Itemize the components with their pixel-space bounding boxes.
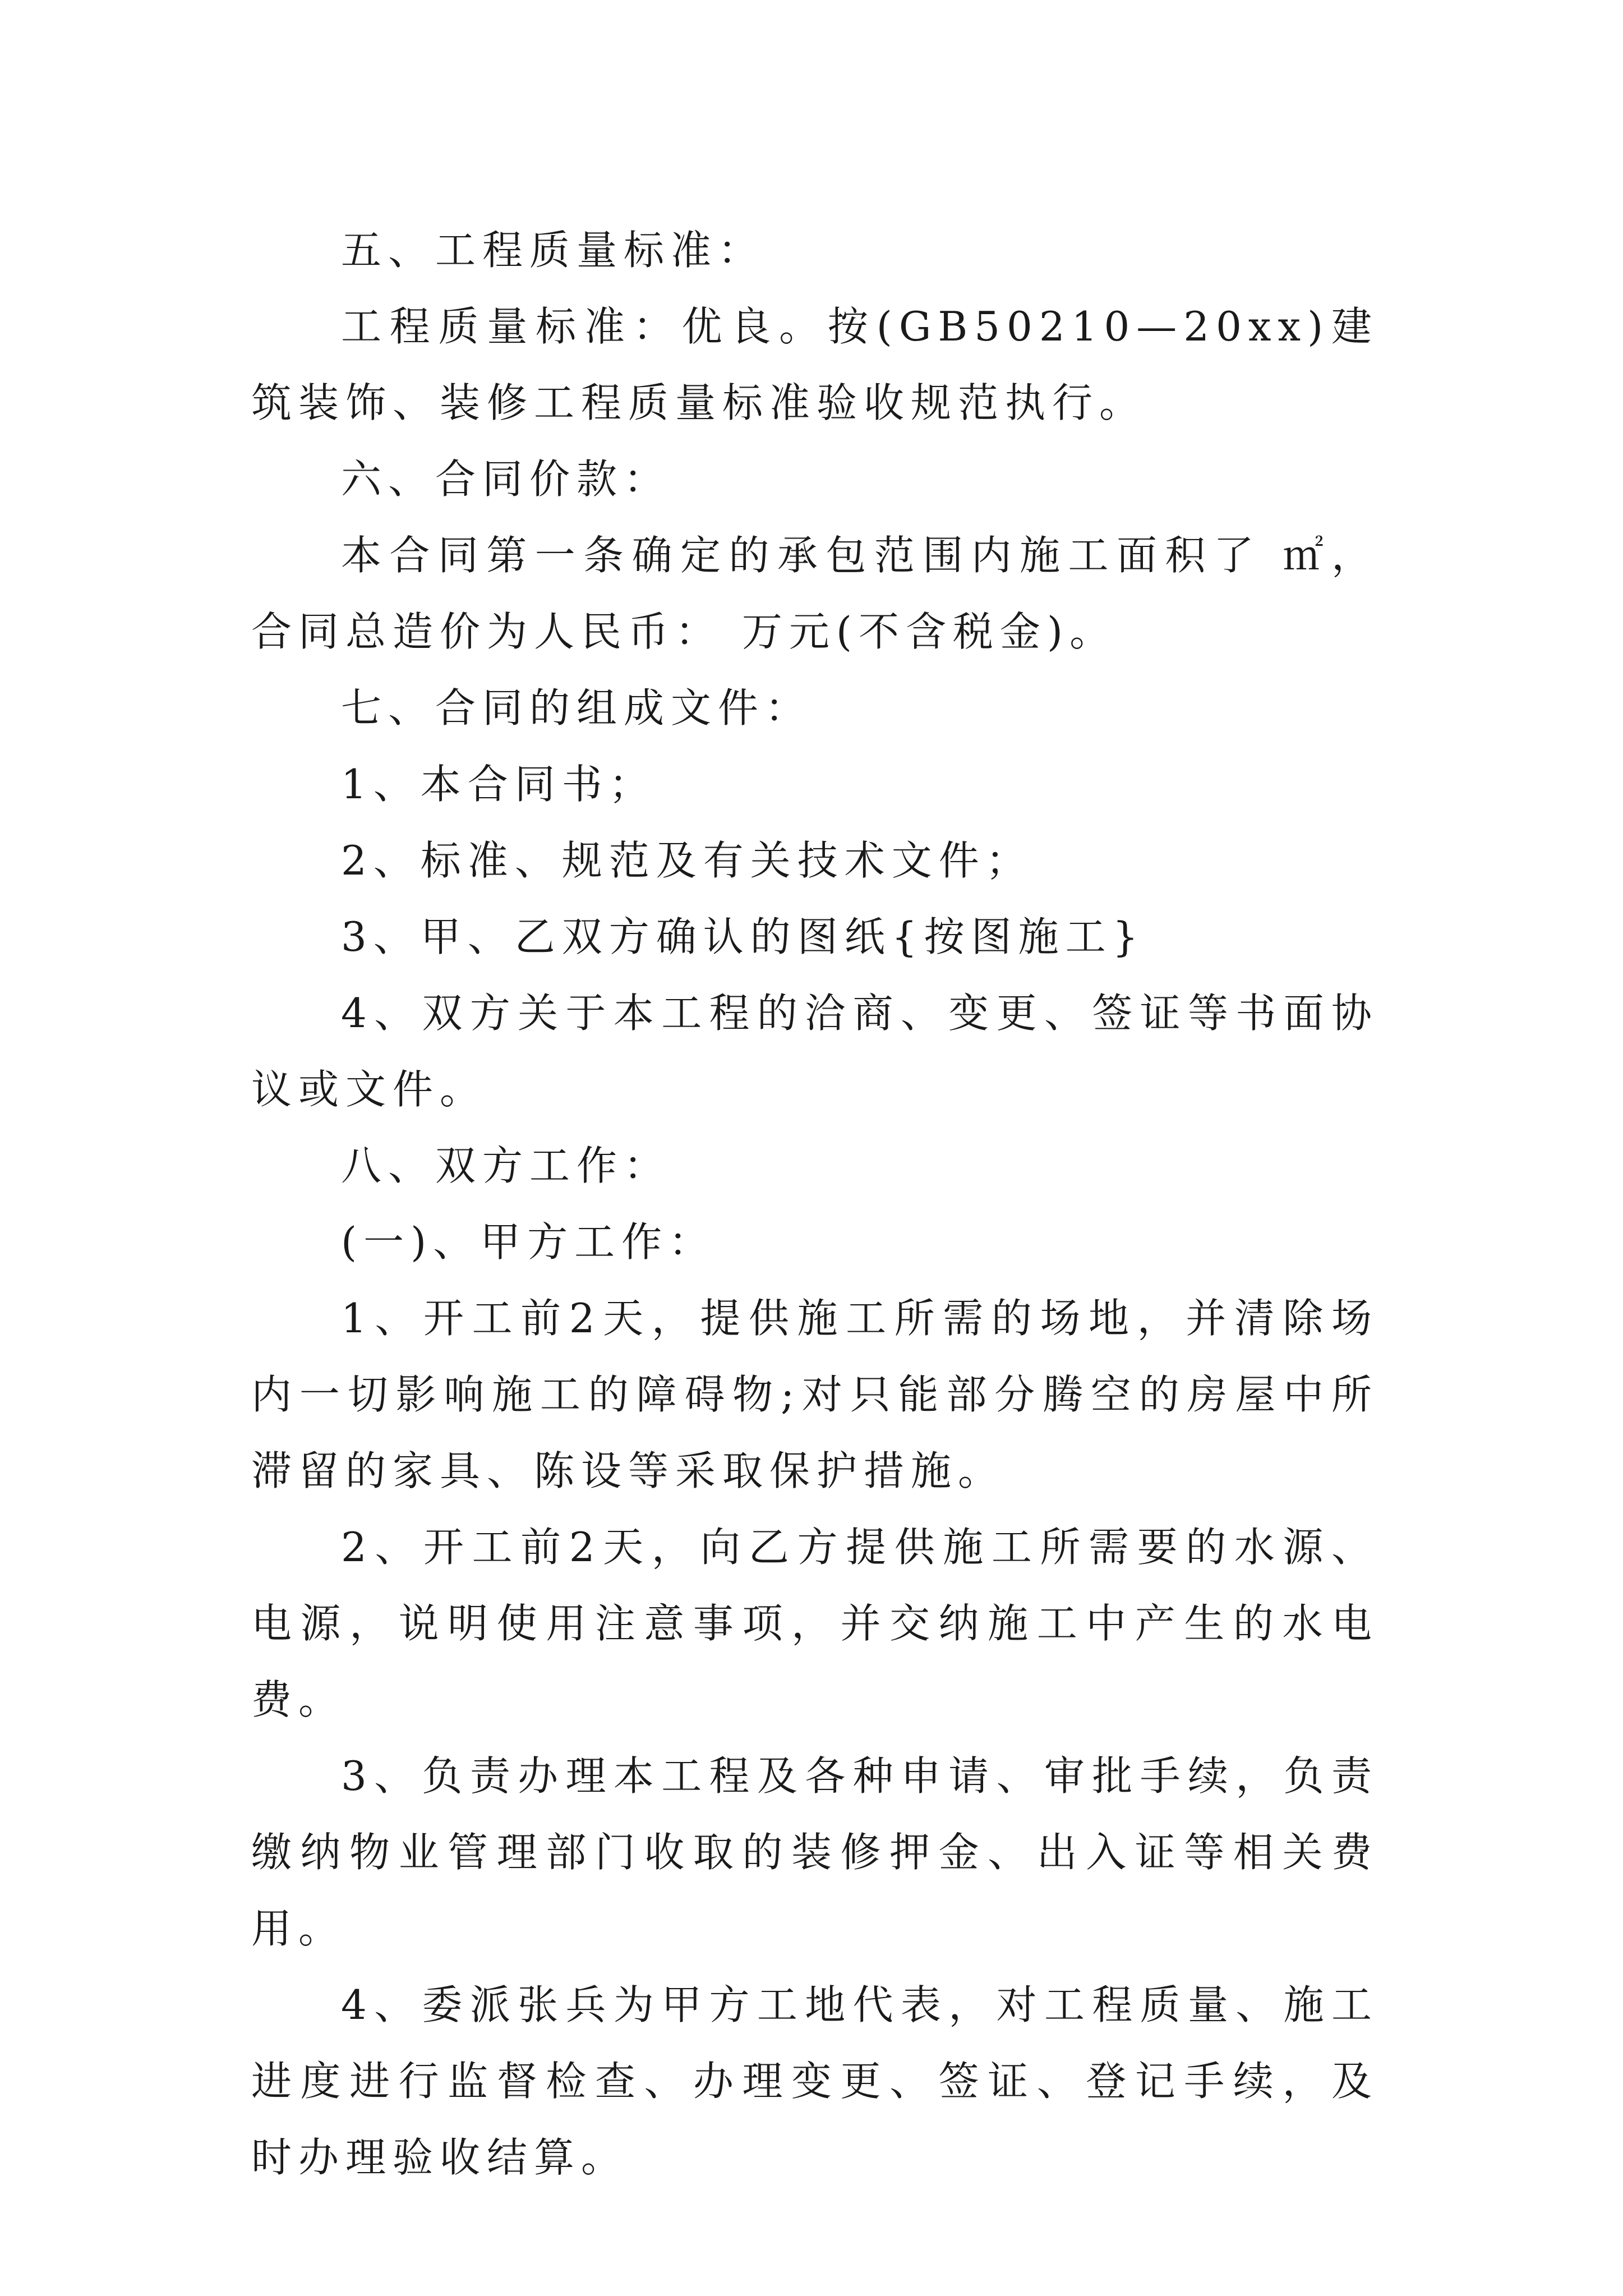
list-item-document-1: 1、本合同书； bbox=[341, 761, 656, 808]
paragraph-contract-price: 本合同第一条确定的承包范围内施工面积了 ㎡，合同总造价为人民币： 万元(不含税金)。 bbox=[251, 532, 1378, 655]
section-heading-price: 六、合同价款： bbox=[341, 455, 671, 503]
list-item-duty-2: 2、开工前2天，向乙方提供施工所需要的水源、电源，说明使用注意事项，并交纳施工中产生的水电费。 bbox=[251, 1524, 1378, 1723]
list-item-document-3: 3、甲、乙双方确认的图纸{按图施工} bbox=[341, 913, 1145, 960]
section-heading-quality: 五、工程质量标准： bbox=[341, 227, 766, 274]
paragraph-quality-standard: 工程质量标准：优良。按(GB50210—20xx)建筑装饰、装修工程质量标准验收规范执行。 bbox=[251, 303, 1378, 426]
list-item-document-4: 4、双方关于本工程的洽商、变更、签证等书面协议或文件。 bbox=[251, 990, 1378, 1113]
list-item-document-2: 2、标准、规范及有关技术文件； bbox=[341, 837, 1033, 884]
list-item-duty-4: 4、委派张兵为甲方工地代表，对工程质量、施工进度进行监督检查、办理变更、签证、登记手续，及时办理验收结算。 bbox=[251, 1981, 1378, 2181]
subsection-heading-party-a: (一)、甲方工作： bbox=[341, 1218, 716, 1266]
section-heading-duties: 八、双方工作： bbox=[341, 1142, 671, 1189]
list-item-duty-1: 1、开工前2天，提供施工所需的场地，并清除场内一切影响施工的障碍物;对只能部分腾空的房屋中所滞留的家具、陈设等采取保护措施。 bbox=[251, 1295, 1378, 1494]
section-heading-documents: 七、合同的组成文件： bbox=[341, 684, 813, 731]
document-body bbox=[251, 212, 1378, 2196]
list-item-duty-3: 3、负责办理本工程及各种申请、审批手续，负责缴纳物业管理部门收取的装修押金、出入证等相关费用。 bbox=[251, 1752, 1378, 1952]
